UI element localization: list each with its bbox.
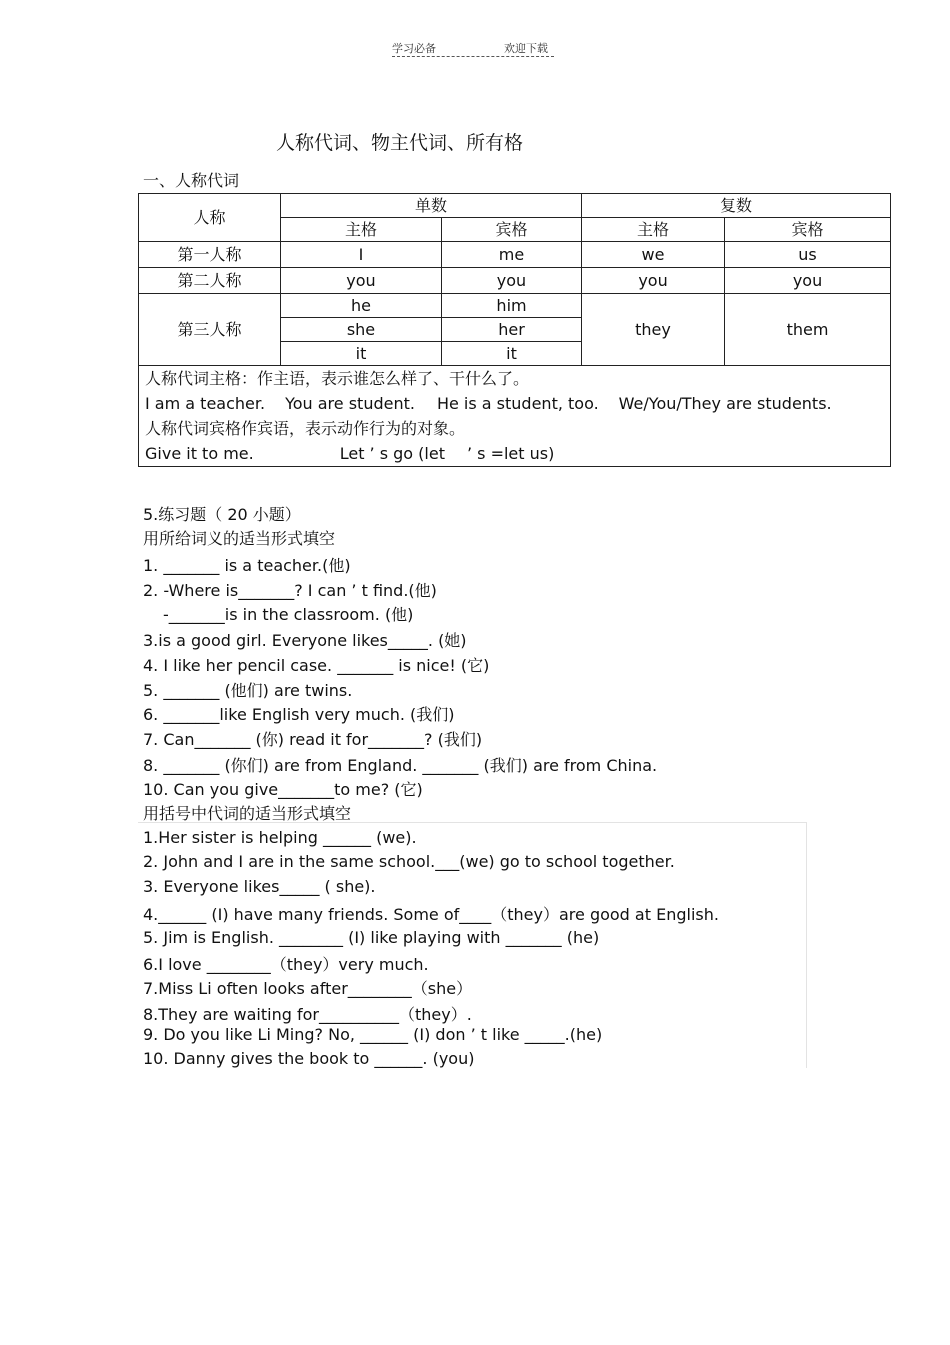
- cell-singular-objective: you: [442, 268, 582, 294]
- row-person: 第三人称: [139, 294, 281, 366]
- exercise-item: 3.is a good girl. Everyone likes_____. (她): [143, 631, 467, 650]
- cell-plural-subjective: we: [582, 242, 725, 268]
- exercise-item: 7. Can_______ (你) read it for_______? (我们): [143, 730, 483, 749]
- exercise-item: 3. Everyone likes_____ ( she).: [143, 877, 376, 896]
- plural-objective-header: 宾格: [725, 218, 891, 242]
- exercise-title: 5.练习题（ 20 小题）: [143, 505, 301, 524]
- exercise-item: 10. Can you give_______to me? (它): [143, 780, 423, 799]
- cell-singular-objective: it: [442, 342, 582, 366]
- page-title: 人称代词、物主代词、所有格: [276, 132, 524, 154]
- exercise-item: 8.They are waiting for__________（they）.: [143, 1005, 472, 1024]
- exercise-item: 5. Jim is English. ________ (I) like playing with _______ (he): [143, 928, 600, 947]
- exercise-item: 4. I like her pencil case. _______ is nice! (它): [143, 656, 490, 675]
- cell-plural-objective: you: [725, 268, 891, 294]
- plural-subjective-header: 主格: [582, 218, 725, 242]
- row-person: 第二人称: [139, 268, 281, 294]
- exercise-item: 9. Do you like Li Ming? No, ______ (I) don ’ t like _____.(he): [143, 1025, 603, 1044]
- header-left-text: 学习必备: [392, 42, 436, 55]
- cell-singular-objective: him: [442, 294, 582, 318]
- example-line: Give it to me. Let ’ s go (let ’ s =let us): [145, 444, 555, 463]
- exercise-item: 1.Her sister is helping ______ (we).: [143, 828, 417, 847]
- header-right-text: 欢迎下载: [504, 42, 548, 55]
- exercise-item: 8. _______ (你们) are from England. _______ (我们) are from China.: [143, 756, 658, 775]
- part2-title: 用括号中代词的适当形式填空: [143, 804, 352, 823]
- explanation-line: 人称代词宾格作宾语，表示动作行为的对象。: [145, 419, 466, 438]
- explanation-line: 人称代词主格：作主语，表示谁怎么样了、干什么了。: [145, 369, 530, 388]
- cell-singular-subjective: he: [281, 294, 442, 318]
- row-person: 第一人称: [139, 242, 281, 268]
- cell-plural-objective: us: [725, 242, 891, 268]
- exercise-item: 4.______ (I) have many friends. Some of____（they）are good at English.: [143, 905, 719, 924]
- page-header: [392, 40, 548, 56]
- cell-plural-subjective: you: [582, 268, 725, 294]
- cell-singular-subjective: she: [281, 318, 442, 342]
- singular-objective-header: 宾格: [442, 218, 582, 242]
- exercise-item: -_______is in the classroom. (他): [163, 605, 414, 624]
- header-divider: [392, 56, 554, 57]
- cell-singular-objective: me: [442, 242, 582, 268]
- cell-singular-subjective: it: [281, 342, 442, 366]
- part1-title: 用所给词义的适当形式填空: [143, 529, 336, 548]
- exercise-item: 7.Miss Li often looks after________（she）: [143, 979, 473, 998]
- pronoun-table: [138, 193, 891, 467]
- exercise-item: 6. _______like English very much. (我们): [143, 705, 455, 724]
- exercise-item: 2. -Where is_______? I can ’ t find.(他): [143, 581, 437, 600]
- exercise-item: 5. _______ (他们) are twins.: [143, 681, 353, 700]
- example-line: I am a teacher. You are student. He is a student, too. We/You/They are students.: [145, 394, 832, 413]
- exercise-item: 1. _______ is a teacher.(他): [143, 556, 351, 575]
- person-header: 人称: [139, 194, 281, 242]
- cell-singular-subjective: you: [281, 268, 442, 294]
- singular-subjective-header: 主格: [281, 218, 442, 242]
- cell-singular-subjective: I: [281, 242, 442, 268]
- cell-plural-objective: them: [725, 294, 891, 366]
- exercise-item: 6.I love ________（they）very much.: [143, 955, 429, 974]
- exercise-item: 2. John and I are in the same school.___(we) go to school together.: [143, 852, 675, 871]
- plural-header: 复数: [582, 194, 891, 218]
- cell-plural-subjective: they: [582, 294, 725, 366]
- exercise-item: 10. Danny gives the book to ______. (you): [143, 1049, 475, 1068]
- cell-singular-objective: her: [442, 318, 582, 342]
- section1-title: 一、人称代词: [143, 171, 240, 190]
- usage-explanation: [139, 366, 891, 467]
- singular-header: 单数: [281, 194, 582, 218]
